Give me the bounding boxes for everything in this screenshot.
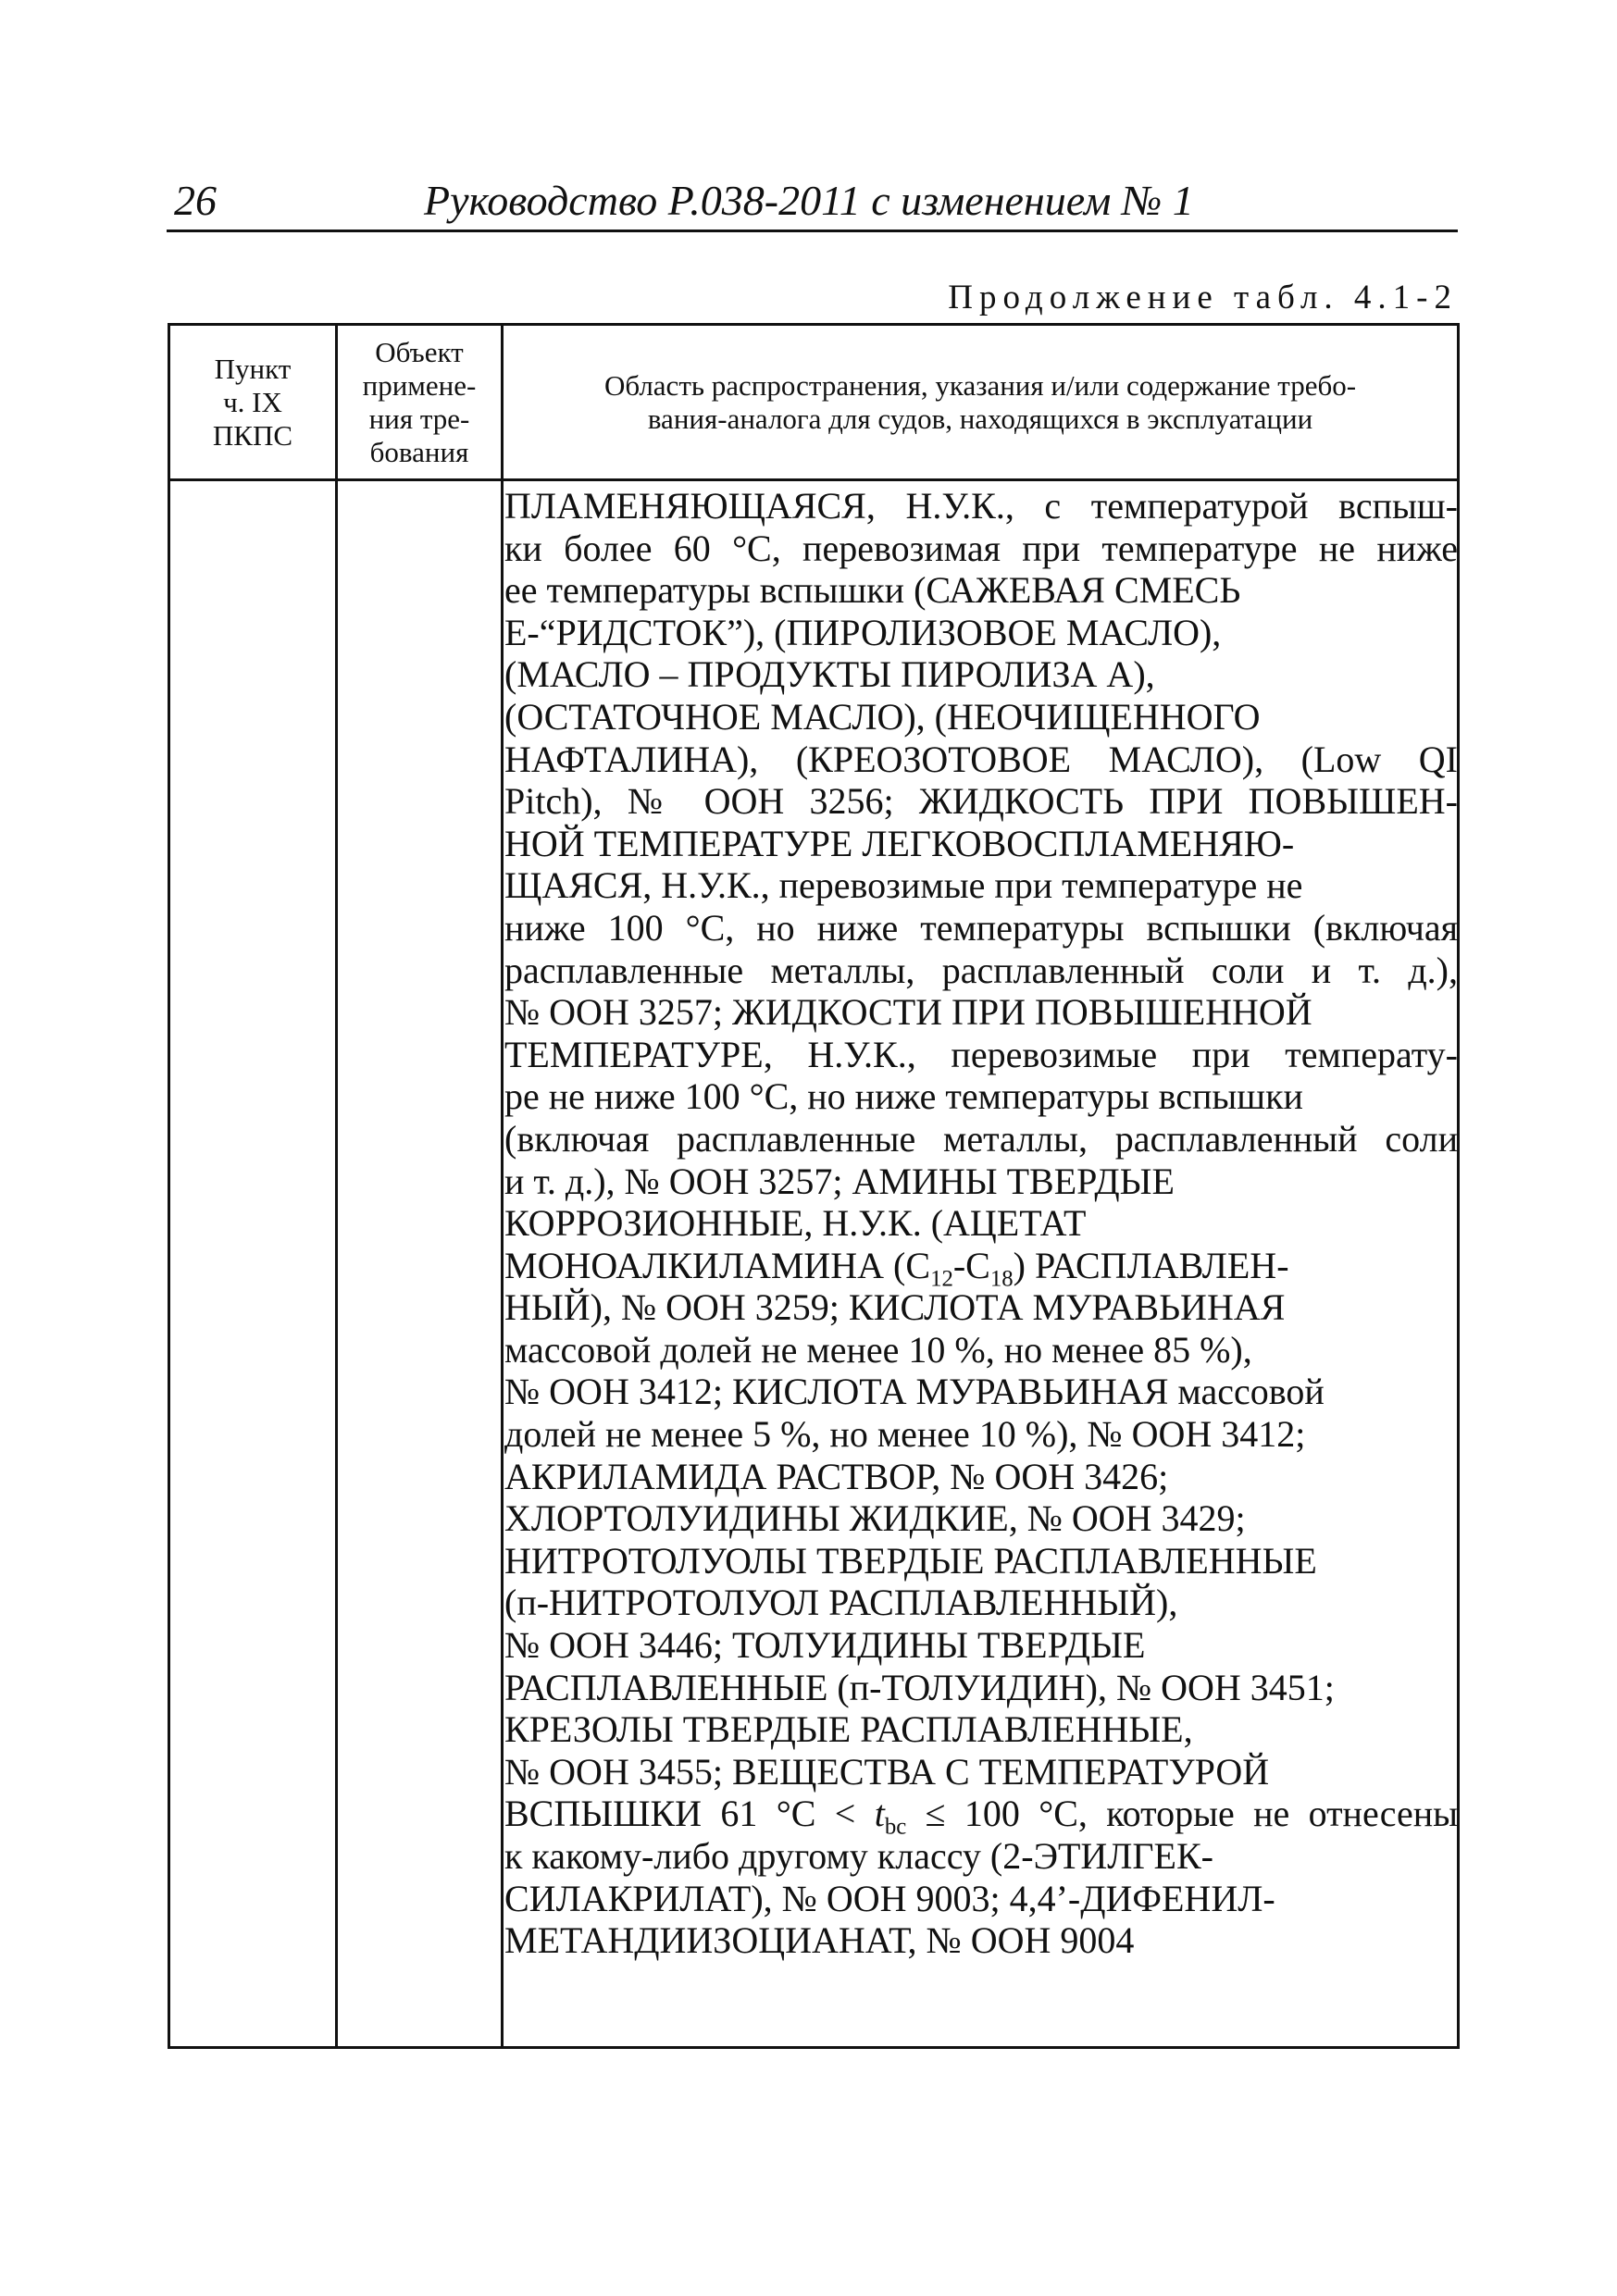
text-line: КОРРОЗИОННЫЕ, Н.У.К. (АЦЕТАТ [504,1202,1087,1245]
text-line: № ООН 3412; КИСЛОТА МУРАВЬИНАЯ массовой [504,1371,1325,1413]
header-line: Объект [375,335,464,368]
table-cell-text [504,485,1458,1962]
text-line: ре не ниже 100 °С, но ниже температуры вспышки [504,1075,1303,1118]
text-line: к какому-либо другому классу (2-ЭТИЛГЕК- [504,1835,1213,1877]
text-line: массовой долей не менее 10 %, но менее 85 %), [504,1328,1252,1371]
header-line: Пункт [214,352,292,385]
text-line: долей не менее 5 %, но менее 10 %), № ООН 3412; [504,1413,1306,1456]
text-line: Pitch), № ООН 3256; ЖИДКОСТЬ ПРИ ПОВЫШЕН- [504,780,1458,823]
text-line: Е-“РИДСТОК”), (ПИРОЛИЗОВОЕ МАСЛО), [504,611,1222,653]
text-line: МЕТАНДИИЗОЦИАНАТ, № ООН 9004 [504,1919,1135,1962]
text-line: и т. д.), № ООН 3257; АМИНЫ ТВЕРДЫЕ [504,1160,1175,1202]
text-line: НИТРОТОЛУОЛЫ ТВЕРДЫЕ РАСПЛАВЛЕННЫЕ [504,1539,1317,1582]
text-line: НОЙ ТЕМПЕРАТУРЕ ЛЕГКОВОСПЛАМЕНЯЮ- [504,822,1295,864]
text-line: НЫЙ), № ООН 3259; КИСЛОТА МУРАВЬИНАЯ [504,1286,1286,1329]
text-line-with-formula [504,1793,1458,1841]
column-header-scope [504,326,1457,478]
text-fragment: ВСПЫШКИ 61 °С < [504,1793,875,1835]
text-line: СИЛАКРИЛАТ), № ООН 9003; 4,4’-ДИФЕНИЛ- [504,1877,1275,1919]
text-line: РАСПЛАВЛЕННЫЕ (п-ТОЛУИДИН), № ООН 3451; [504,1666,1335,1708]
text-line-with-subscripts [504,1244,1458,1292]
running-header [167,174,1458,232]
header-line: ПКПС [212,418,293,452]
text-line: ее температуры вспышки (САЖЕВАЯ СМЕСЬ [504,569,1241,612]
page-number: 26 [174,177,217,224]
table-continuation-label: Продолжение табл. 4.1-2 [948,279,1458,316]
subscript: 12 [930,1266,953,1292]
text-fragment: -С [952,1244,990,1286]
text-line: расплавленные металлы, расплавленный соли и т. д.), [504,949,1458,991]
column-header-object [338,326,501,478]
column-header-item [170,326,335,478]
text-line: ТЕМПЕРАТУРЕ, Н.У.К., перевозимые при температу- [504,1033,1458,1075]
text-line: № ООН 3446; ТОЛУИДИНЫ ТВЕРДЫЕ [504,1624,1146,1667]
text-line: АКРИЛАМИДА РАСТВОР, № ООН 3426; [504,1455,1169,1497]
text-line: № ООН 3455; ВЕЩЕСТВА С ТЕМПЕРАТУРОЙ [504,1750,1270,1793]
document-title: Руководство Р.038-2011 с изменением № 1 [424,177,1194,224]
header-divider [170,478,1457,481]
text-line: № ООН 3257; ЖИДКОСТИ ПРИ ПОВЫШЕННОЙ [504,991,1312,1034]
subscript: 18 [989,1266,1014,1292]
text-line: КРЕЗОЛЫ ТВЕРДЫЕ РАСПЛАВЛЕННЫЕ, [504,1708,1193,1751]
header-line: ния тре- [368,402,470,435]
text-line: ниже 100 °С, но ниже температуры вспышки (включая [504,906,1458,949]
text-line: (п-НИТРОТОЛУОЛ РАСПЛАВЛЕННЫЙ), [504,1582,1178,1624]
math-variable: t [874,1793,885,1835]
requirements-table [168,323,1460,2049]
text-line: ЩАЯСЯ, Н.У.К., перевозимые при температуре не [504,864,1303,907]
text-fragment: ) РАСПЛАВЛЕН- [1013,1244,1289,1286]
subscript: bc [884,1815,907,1841]
text-line: ки более 60 °С, перевозимая при температуре не ниже [504,527,1458,569]
text-fragment: МОНОАЛКИЛАМИНА (С [504,1244,931,1286]
text-line: ХЛОРТОЛУИДИНЫ ЖИДКИЕ, № ООН 3429; [504,1497,1246,1540]
text-line: (ОСТАТОЧНОЕ МАСЛО), (НЕОЧИЩЕННОГО [504,695,1261,738]
text-line: НАФТАЛИНА), (КРЕОЗОТОВОЕ МАСЛО), (Low QI [504,738,1458,780]
column-divider [335,326,338,2046]
header-line: бования [369,435,469,468]
column-divider [501,326,504,2046]
header-line: Область распространения, указания и/или содержание требо- [603,368,1357,402]
text-line: ПЛАМЕНЯЮЩАЯСЯ, Н.У.К., с температурой вспыш- [504,485,1458,527]
text-line: (МАСЛО – ПРОДУКТЫ ПИРОЛИЗА А), [504,653,1155,696]
header-line: ч. IX [223,385,282,418]
header-line: вания-аналога для судов, находящихся в эксплуатации [647,402,1313,435]
text-line: (включая расплавленные металлы, расплавленный соли [504,1117,1458,1160]
header-line: примене- [362,368,477,402]
text-fragment: ≤ 100 °С, которые не отнесены [906,1793,1458,1835]
